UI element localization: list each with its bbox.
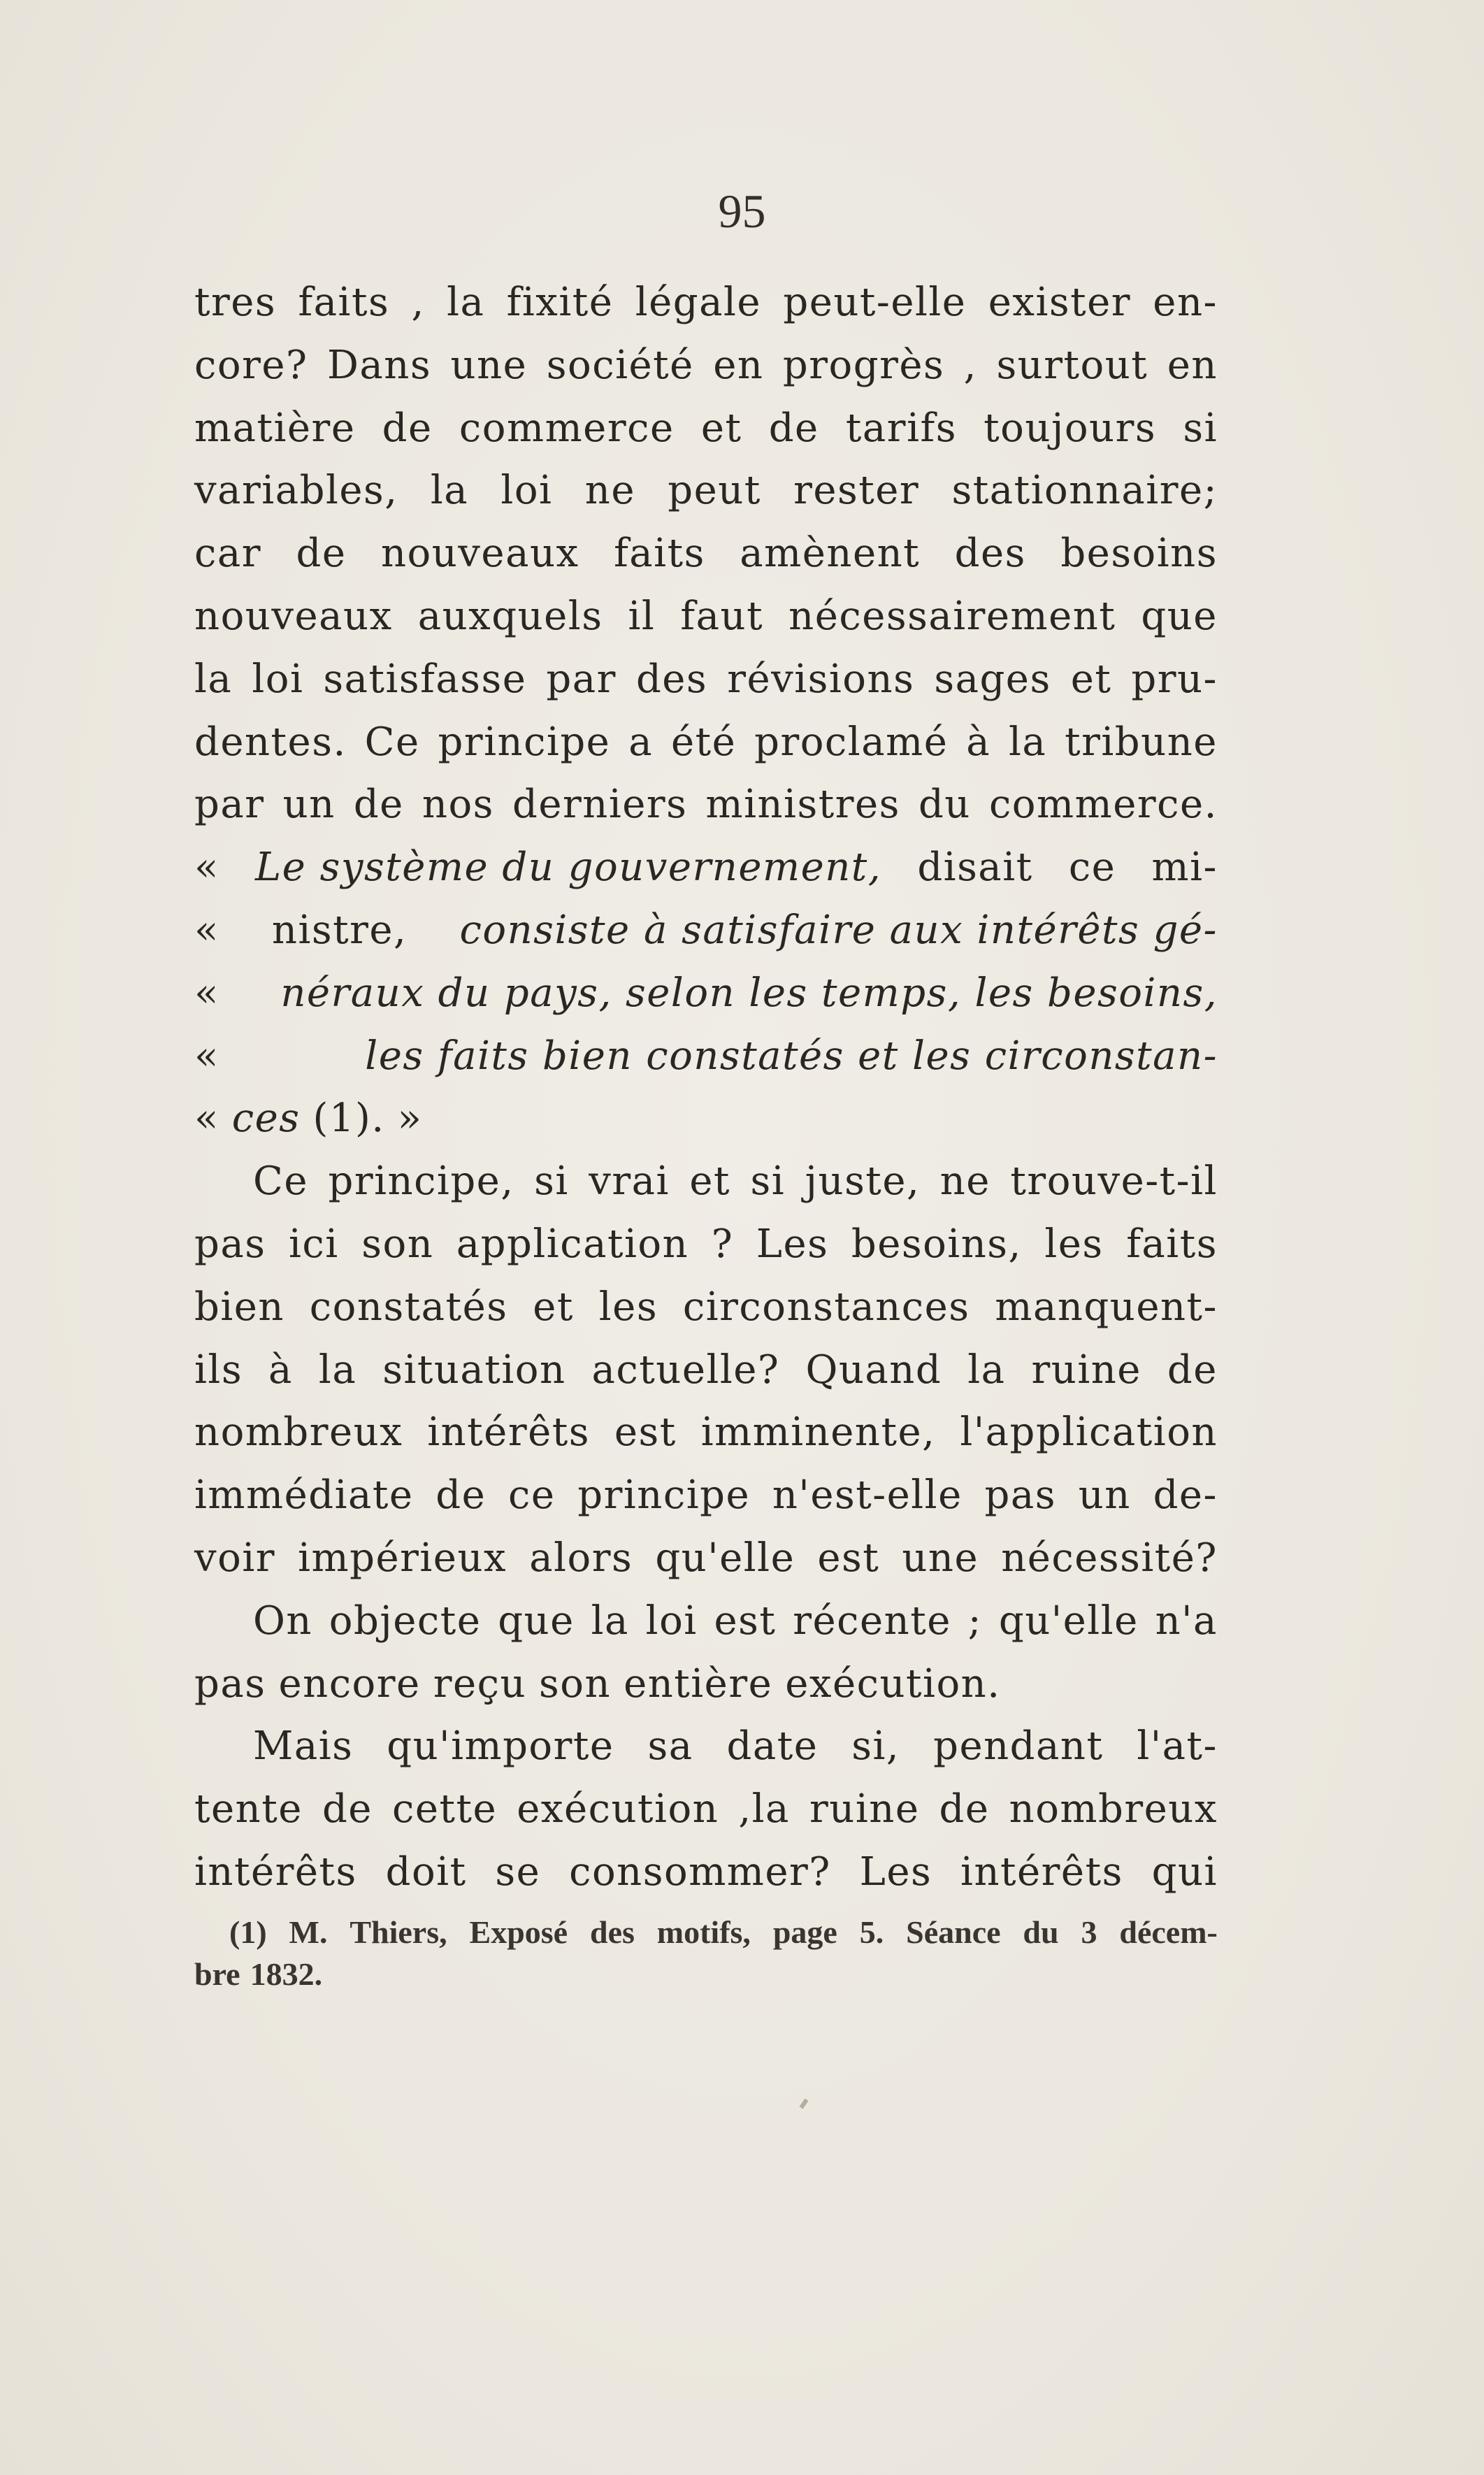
word: la — [967, 1347, 1006, 1393]
word: de — [1167, 1347, 1218, 1393]
word: , — [411, 280, 425, 325]
quote-mark: » — [397, 1096, 423, 1142]
text-line — [194, 1527, 1218, 1590]
word: tres — [194, 280, 277, 325]
word: dentes. — [194, 719, 347, 765]
word: un — [282, 782, 336, 828]
word: ils — [194, 1347, 243, 1393]
word: est — [714, 1598, 777, 1644]
quote-mark: « — [194, 1033, 219, 1079]
word: 1832. — [250, 1956, 323, 1992]
text-line — [194, 1715, 1218, 1778]
word: nombreux — [1009, 1786, 1218, 1832]
word: faits — [1126, 1221, 1218, 1267]
word: alors — [529, 1535, 633, 1581]
word: est — [614, 1409, 677, 1456]
word: qu'elle — [655, 1535, 795, 1581]
word: des — [590, 1914, 635, 1950]
text-line — [194, 522, 1218, 585]
word: de — [939, 1786, 990, 1832]
footnote — [194, 1911, 1218, 1995]
word: société — [546, 342, 694, 388]
word: 3 — [1081, 1914, 1097, 1950]
word: il — [628, 593, 656, 639]
word: décem- — [1119, 1914, 1218, 1950]
word: de — [353, 782, 404, 828]
word: impérieux — [298, 1535, 507, 1581]
word: pendant — [933, 1723, 1104, 1770]
word: M. — [289, 1914, 328, 1950]
italic-phrase: néraux du pays, selon les temps, les besoins, — [280, 970, 1218, 1016]
word: ; — [967, 1598, 983, 1644]
page-number: 95 — [718, 185, 766, 238]
word: qu'elle — [998, 1598, 1139, 1644]
word: principe — [438, 719, 611, 765]
word: disait — [917, 845, 1033, 891]
text-line — [194, 711, 1218, 774]
word: la — [318, 1347, 357, 1393]
word: à — [966, 719, 991, 765]
italic-phrase: consiste à satisfaire aux intérêts gé- — [459, 907, 1218, 953]
word: de — [296, 531, 347, 577]
text-line — [194, 1150, 1218, 1213]
word: Ce — [364, 719, 420, 765]
word: la — [1008, 719, 1047, 765]
word: principe — [577, 1472, 751, 1519]
text-line — [194, 1087, 1218, 1150]
word: que — [498, 1598, 575, 1644]
word: l'at- — [1137, 1723, 1218, 1770]
word: en — [1167, 342, 1218, 388]
word: date — [726, 1723, 819, 1770]
word: actuelle? — [591, 1347, 780, 1393]
word: situation — [382, 1347, 566, 1393]
word: intérêts — [194, 1849, 357, 1895]
word: objecte — [329, 1598, 482, 1644]
word: fixité — [506, 280, 614, 325]
word: si — [750, 1158, 786, 1205]
word: la — [447, 280, 485, 325]
word: pru- — [1131, 656, 1218, 702]
text-line — [194, 334, 1218, 397]
word: de — [435, 1472, 487, 1519]
word: ce — [1068, 845, 1116, 891]
word: est — [817, 1535, 880, 1581]
word: peut — [668, 468, 761, 514]
word: proclamé — [754, 719, 949, 765]
word: de- — [1153, 1472, 1218, 1519]
word: 5. — [859, 1914, 884, 1950]
word: faut — [680, 593, 764, 639]
word: Les — [756, 1221, 829, 1267]
word: ne — [584, 468, 635, 514]
text-line — [194, 962, 1218, 1025]
word: et — [533, 1284, 574, 1330]
word: derniers — [512, 782, 688, 828]
word: motifs, — [656, 1914, 751, 1950]
word: des — [635, 656, 708, 702]
word: immédiate — [194, 1472, 414, 1519]
word: cette — [392, 1786, 498, 1832]
quote-mark: « — [194, 907, 219, 953]
word: Quand — [805, 1347, 942, 1393]
word: n'est-elle — [772, 1472, 963, 1519]
word: intérêts — [427, 1409, 590, 1456]
word: pas — [194, 1660, 266, 1707]
word: entière — [624, 1660, 773, 1707]
word: car — [194, 531, 262, 577]
word: (1) — [229, 1914, 267, 1950]
word: manquent- — [995, 1284, 1218, 1330]
word: légale — [635, 280, 762, 325]
text-line — [194, 1841, 1218, 1904]
word: reçu — [433, 1660, 527, 1707]
word: loi — [645, 1598, 698, 1644]
word: commerce. — [988, 782, 1218, 828]
word: On — [253, 1598, 312, 1644]
word: et — [689, 1158, 731, 1205]
word: ce — [508, 1472, 556, 1519]
footnote-ref: (1). — [312, 1096, 385, 1142]
word: surtout — [996, 342, 1148, 388]
word: ? — [711, 1221, 734, 1267]
text-line — [194, 1653, 1218, 1716]
quote-mark: « — [194, 970, 219, 1016]
word: Dans — [326, 342, 432, 388]
text-line — [194, 899, 1218, 962]
word: besoins, — [851, 1221, 1022, 1267]
word: auxquels — [417, 593, 603, 639]
word: ne — [939, 1158, 990, 1205]
word: été — [670, 719, 737, 765]
word: de — [322, 1786, 373, 1832]
word: son — [361, 1221, 434, 1267]
word: et — [1070, 656, 1112, 702]
word: Séance — [906, 1914, 1001, 1950]
word: un — [1078, 1472, 1131, 1519]
word: core? — [194, 342, 308, 388]
word: toujours — [984, 405, 1157, 451]
word: page — [772, 1914, 837, 1950]
word: voir — [194, 1535, 276, 1581]
quote-mark: « — [194, 845, 219, 891]
word: de — [382, 405, 433, 451]
word: ici — [289, 1221, 339, 1267]
word: principe, — [328, 1158, 514, 1205]
word: rester — [793, 468, 920, 514]
word: ruine — [809, 1786, 920, 1832]
body-text — [194, 271, 1218, 1904]
word: peut-elle — [783, 280, 967, 325]
text-line — [194, 1590, 1218, 1653]
word: se — [495, 1849, 541, 1895]
word: amènent — [740, 531, 921, 577]
word: nos — [422, 782, 494, 828]
word: constatés — [309, 1284, 508, 1330]
word: Thiers, — [350, 1914, 447, 1950]
footnote-line — [194, 1911, 1218, 1953]
text-line — [194, 1276, 1218, 1339]
ink-speck — [800, 2099, 809, 2109]
text-line — [194, 1213, 1218, 1276]
word: tribune — [1065, 719, 1218, 765]
word: si, — [851, 1723, 900, 1770]
word: faits — [298, 280, 390, 325]
word: bien — [194, 1284, 284, 1330]
word: vrai — [589, 1158, 670, 1205]
word: nécessairement — [788, 593, 1116, 639]
text-line — [194, 397, 1218, 460]
word: exister — [988, 280, 1132, 325]
word: son — [539, 1660, 612, 1707]
word: les — [598, 1284, 658, 1330]
word: exécution. — [785, 1660, 1001, 1707]
word: doit — [385, 1849, 467, 1895]
word: par — [546, 656, 617, 702]
word: intérêts — [960, 1849, 1123, 1895]
word: une — [902, 1535, 979, 1581]
word: nouveaux — [380, 531, 579, 577]
word: matière — [194, 405, 356, 451]
word: du — [1023, 1914, 1059, 1950]
word: tarifs — [845, 405, 957, 451]
word: des — [954, 531, 1026, 577]
word: besoins — [1060, 531, 1218, 577]
word: la — [194, 656, 233, 702]
word: juste, — [805, 1158, 921, 1205]
word: nouveaux — [194, 593, 393, 639]
word: loi — [500, 468, 553, 514]
word: pas — [984, 1472, 1056, 1519]
text-line — [194, 1025, 1218, 1088]
word: mi- — [1151, 845, 1218, 891]
word: nécessité? — [1001, 1535, 1218, 1581]
text-line — [194, 1778, 1218, 1841]
word: ministres — [705, 782, 900, 828]
italic-phrase: les faits bien constatés et les circonstan- — [365, 1033, 1218, 1079]
word: en — [713, 342, 764, 388]
text-line — [194, 271, 1218, 334]
word: du — [918, 782, 971, 828]
word: consommer? — [569, 1849, 831, 1895]
word: , — [963, 342, 977, 388]
text-line — [194, 648, 1218, 711]
word: circonstances — [682, 1284, 970, 1330]
text-line — [194, 773, 1218, 836]
word: ,la — [738, 1786, 790, 1832]
word: qu'importe — [387, 1723, 614, 1770]
word: par — [194, 782, 265, 828]
word: si — [1183, 405, 1218, 451]
word: en- — [1153, 280, 1218, 325]
word: sages — [934, 656, 1051, 702]
word: a — [628, 719, 654, 765]
word: nistre, — [271, 907, 408, 953]
word: une — [450, 342, 528, 388]
word: tente — [194, 1786, 303, 1832]
word: Exposé — [469, 1914, 568, 1950]
word: ruine — [1031, 1347, 1141, 1393]
word: à — [268, 1347, 293, 1393]
italic-word: ces — [231, 1096, 301, 1142]
word: trouve-t-il — [1010, 1158, 1218, 1205]
word: progrès — [782, 342, 945, 388]
word: exécution — [517, 1786, 719, 1832]
word: nombreux — [194, 1409, 403, 1456]
footnote-line — [194, 1953, 1218, 1995]
word: faits — [614, 531, 705, 577]
word: Mais — [253, 1723, 354, 1770]
word: la — [430, 468, 469, 514]
word: que — [1141, 593, 1218, 639]
word: encore — [278, 1660, 421, 1707]
word: la — [591, 1598, 629, 1644]
word: pas — [194, 1221, 266, 1267]
word: qui — [1151, 1849, 1218, 1895]
word: imminente, — [700, 1409, 936, 1456]
word: si — [534, 1158, 569, 1205]
text-line — [194, 1464, 1218, 1527]
text-line — [194, 1339, 1218, 1402]
word: révisions — [727, 656, 915, 702]
word: récente — [793, 1598, 951, 1644]
word: application — [456, 1221, 689, 1267]
text-line — [194, 836, 1218, 899]
word: commerce — [459, 405, 675, 451]
word: loi — [252, 656, 304, 702]
word: variables, — [194, 468, 398, 514]
word: et — [700, 405, 742, 451]
text-line — [194, 459, 1218, 522]
word: sa — [647, 1723, 693, 1770]
quote-mark: « — [194, 1096, 219, 1142]
word: l'application — [960, 1409, 1218, 1456]
word: les — [1044, 1221, 1104, 1267]
text-line — [194, 1401, 1218, 1464]
word: Ce — [253, 1158, 308, 1205]
word: bre — [194, 1956, 240, 1992]
word: satisfasse — [323, 656, 527, 702]
word: de — [768, 405, 819, 451]
word: Les — [859, 1849, 932, 1895]
text-line — [194, 585, 1218, 648]
italic-phrase: Le système du gouvernement, — [254, 845, 882, 891]
word: stationnaire; — [951, 468, 1218, 514]
word: n'a — [1155, 1598, 1218, 1644]
